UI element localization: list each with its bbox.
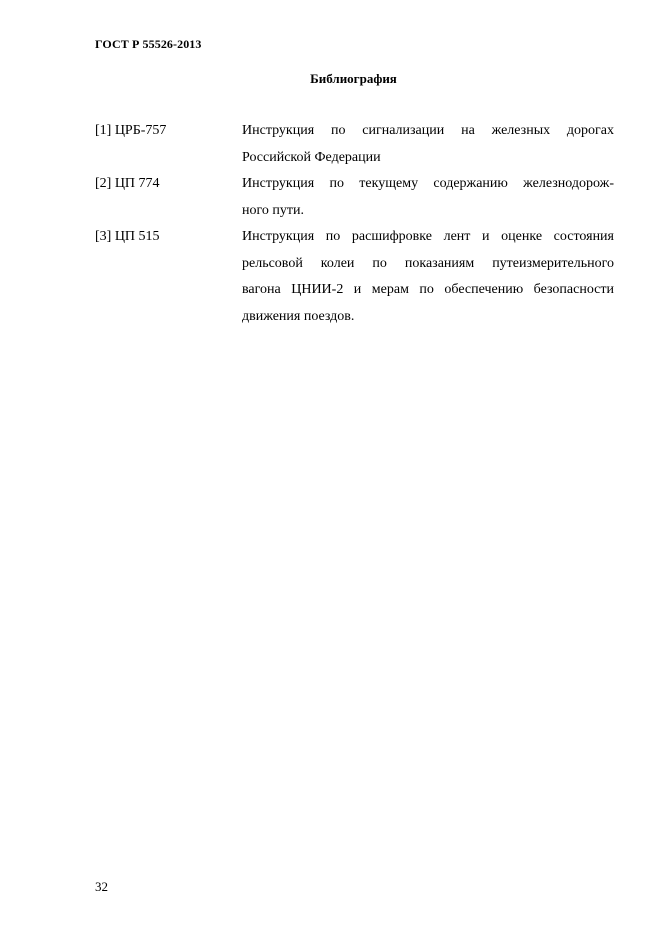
bibliography-text-line: Инструкция по текущему содержанию железнодорож- <box>242 176 614 191</box>
page-number: 32 <box>95 879 108 894</box>
bibliography-text <box>242 224 614 330</box>
bibliography-ref: [3] ЦП 515 <box>95 229 160 244</box>
bibliography-text-line: Российской Федерации <box>242 149 381 165</box>
bibliography-text-line: рельсовой колеи по показаниям путеизмерительного <box>242 255 614 271</box>
bibliography-text-line: Инструкция по сигнализации на железных дорогах <box>242 123 614 138</box>
bibliography-text <box>242 171 614 224</box>
bibliography-text-line: ного пути. <box>242 202 304 218</box>
bibliography-text-line: вагона ЦНИИ-2 и мерам по обеспечению безопасности <box>242 282 614 297</box>
bibliography-text <box>242 118 614 171</box>
bibliography-text-line: движения поездов. <box>242 308 355 324</box>
document-code: ГОСТ Р 55526-2013 <box>95 37 202 51</box>
bibliography-ref: [1] ЦРБ-757 <box>95 123 167 138</box>
page-title: Библиография <box>310 71 397 86</box>
bibliography-entry <box>95 118 614 171</box>
bibliography-ref: [2] ЦП 774 <box>95 176 160 191</box>
bibliography-list <box>95 118 614 330</box>
bibliography-entry <box>95 171 614 224</box>
bibliography-text-line: Инструкция по расшифровке лент и оценке состояния <box>242 229 614 244</box>
bibliography-entry <box>95 224 614 330</box>
